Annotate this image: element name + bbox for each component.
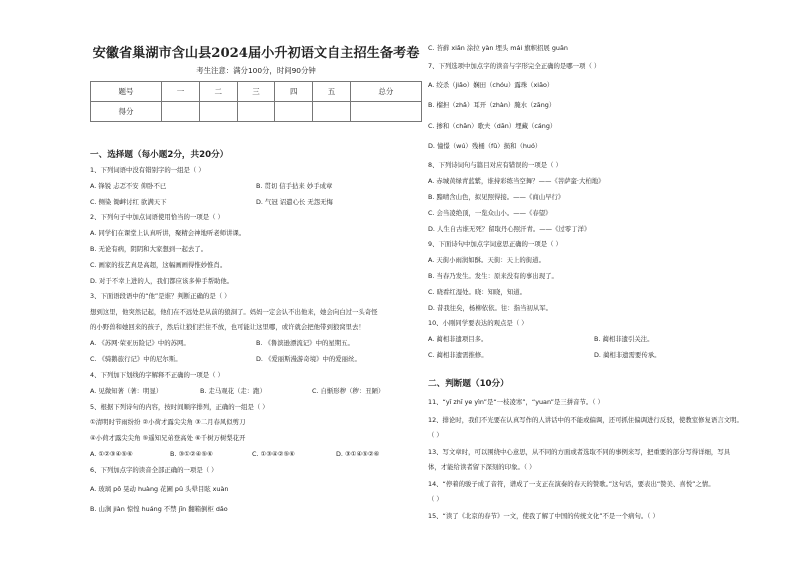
judgement-question: 12、排论时，我们不光要在认真写作的人讲话中的不能或偏调，还可抓住偏调进行反驳，使教室修复语言文明。	[428, 416, 743, 424]
question-stem: 6、下列加点字的读音全部正确的一项是（ ）	[90, 466, 218, 474]
score-table	[90, 81, 422, 122]
score-table-header-row	[91, 82, 422, 102]
question-stem: 7、下列选项中加点字的读音与字形完全正确的是哪一项（ ）	[428, 62, 601, 70]
option-d: D. 昔我往矣，杨柳依依。往：指当初从军。	[428, 304, 553, 312]
option-d: D. ③①④⑤②⑥	[336, 450, 380, 458]
option-c: C. ①③④②⑤⑥	[252, 450, 295, 458]
score-cell: 五	[313, 82, 351, 102]
option-a: A. 同学们在课堂上认真听讲，聚精会神地听老师讲课。	[90, 229, 246, 237]
option-d: D. 人生自古谁无死？留取丹心照汗青。——《过零丁洋》	[428, 225, 591, 233]
score-input-cell[interactable]	[162, 102, 200, 122]
option-a: A. 赤城黄绿青蓝紫，谁持彩练当空舞？——《菩萨蛮·大柏地》	[428, 177, 605, 185]
option-b: B. 黯晴含山色，拟见照得接。——《商山早行》	[428, 193, 565, 201]
section-heading: 一、选择题（每小题2分，共20分）	[90, 150, 229, 160]
judgement-question: 15、“读了《北京的春节》一文，使我了解了中国的传统文化”不是一个病句。（ ）	[428, 512, 659, 520]
score-input-cell[interactable]	[313, 102, 351, 122]
question-stem: 1、下列词语中没有错别字的一组是（ ）	[90, 166, 205, 174]
question-stem: 4、下列加下划线的字解释不正确的一项是（ ）	[90, 371, 224, 379]
question-stem: 8、下列诗词句与篇目对应有错误的一项是（ ）	[428, 161, 562, 169]
option-c: C. 侧染 锄衅讨红 欲满天下	[90, 198, 167, 206]
score-cell: 二	[199, 82, 237, 102]
score-input-cell[interactable]	[237, 102, 275, 122]
option-a: A. 绞杀（jiǎo）娴田（chóu）露珠（xiāo）	[428, 81, 554, 89]
question-stem: 10、小刚同学要表达的观点是（ ）	[428, 319, 528, 327]
score-cell: 三	[237, 82, 275, 102]
question-stem: 5、根据下列诗句的内容，按时间顺序排列，正确的一组是（ ）	[90, 403, 269, 411]
option-a: A. 蔺相非遗项目多。	[428, 335, 488, 343]
option-b: B. 《鲁滨逊漂流记》中的星期五。	[256, 339, 354, 347]
judgement-question: 13、写文章时，可以围绕中心意思，从不同的方面或者选取不同的事例来写，把重要的部分写得详细，写具	[428, 448, 731, 456]
option-b: B. 榴担（zhǎ）耳开（zhàn）腌水（zāng）	[428, 101, 556, 109]
option-c: C. 画家的技艺真是高超，这幅画画得惟妙惟肖。	[90, 261, 227, 269]
option-b: B. ③①②④⑤⑥	[170, 450, 213, 458]
option-c: C. 掺和（chān）歌夫（dān）埋藏（cáng）	[428, 122, 557, 130]
option-b: B. 当春乃发生。发生：原来没有的事出现了。	[428, 272, 558, 280]
option-b: B. 蔺相非遗引关注。	[594, 335, 654, 343]
score-cell: 题号	[91, 82, 162, 102]
option-a: A. 锋锐 忐忑不安 仰卧不已	[90, 182, 167, 190]
option-d: D. 《爱丽斯漫游奇境》中的爱丽丝。	[256, 355, 361, 363]
option-a: A. 天街小雨润如酥。天街：天上的街道。	[428, 256, 545, 264]
score-table-score-row	[91, 102, 422, 122]
option-a: A. ①②③④⑤⑥	[90, 450, 133, 458]
exam-note: 考生注意：满分100分，时间90分钟	[196, 66, 316, 75]
score-cell: 得分	[91, 102, 162, 122]
option-c: C. 蔺相非遗需推修。	[428, 351, 488, 359]
option-a: A. 玻璃 pō 晃动 huàng 花圃 pǔ 头晕目眩 xuàn	[90, 485, 229, 493]
passage-line: 的小野兽和她回来的孩子，然后让狼们拦住不放，也可能让这里哪，或许就会把他带到狼窝里去！	[90, 323, 365, 331]
score-input-cell[interactable]	[275, 102, 313, 122]
option-c: C. 《骑鹅旅行记》中的尼尔斯。	[90, 355, 182, 363]
option-c: C. 自惭形秽（秽：丑陋）	[312, 387, 385, 395]
option-c: C. 会当凌绝顶，一览众山小。——《春望》	[428, 209, 552, 217]
poem-line: ④小荷才露尖尖角 ⑤遥知兄弟登高处 ⑥千树万树梨花开	[90, 434, 246, 442]
option-b: B. 山涧 jiàn 惊惶 huáng 不禁 jīn 翻箱倒柜 dǎo	[90, 505, 228, 513]
judgement-question: 14、“停着的骏子成了音符，谱成了一支正在演奏的春天的赞歌。”这句话，要表出“赞美、喜悦”之情。	[428, 480, 715, 488]
option-a: A. 《苏网·荣亚历险记》中的苏网。	[90, 339, 190, 347]
option-d: D. 憧憬（wú）残桶（fǔ）损和（huó）	[428, 142, 542, 150]
answer-bracket[interactable]: （ ）	[428, 495, 443, 503]
score-input-cell[interactable]	[350, 102, 421, 122]
question-stem: 9、下面诗句中加点字词意思正确的一项是（ ）	[428, 240, 562, 248]
option-c: C. 苔藓 xiǎn 涂拉 yàn 埋头 mái 旗帜招展 guān	[428, 44, 568, 52]
judgement-question-cont: 体，才能给读者留下深刻的印象。（ ）	[428, 463, 536, 471]
judgement-question: 11、“yī zhī ye yìn”是“一枝凌寒”，“yuan”是三拼音节。（ ）	[428, 398, 604, 406]
poem-line: ①清明时节雨纷纷 ②小荷才露尖尖角 ③二月春风似剪刀	[90, 418, 246, 426]
answer-bracket[interactable]: （ ）	[428, 431, 443, 439]
option-d: D. 气冠 诏遣心长 无怨无悔	[256, 198, 333, 206]
section-heading: 二、判断题（10分）	[428, 379, 509, 389]
question-stem: 3、下面语段语中的“他”是谁？判断正确的是（ ）	[90, 292, 231, 300]
score-cell: 四	[275, 82, 313, 102]
exam-title: 安徽省巢湖市含山县2024届小升初语文自主招生备考卷	[92, 46, 420, 61]
score-cell: 一	[162, 82, 200, 102]
passage-line: 想到这里，他突然记起，他们在不远处是从前的狼洞了。妈妈一定会认不出他来，她会向白过一头奇怪	[90, 308, 378, 316]
score-input-cell[interactable]	[199, 102, 237, 122]
score-cell: 总分	[350, 82, 421, 102]
option-b: B. 贯切 信手拈来 妙手成章	[256, 182, 333, 190]
option-d: D. 蔺相非遗需要传承。	[594, 351, 661, 359]
option-a: A. 见微知著（著：明显）	[90, 387, 163, 395]
question-stem: 2、下列句子中加点词语使用恰当的一项是（ ）	[90, 213, 224, 221]
option-d: D. 对于不幸上进的人，我们都应该多伸手帮助他。	[90, 277, 234, 285]
option-b: B. 走马观花（走：跑）	[200, 387, 266, 395]
option-c: C. 晓看红湿处。晓：知晓，知道。	[428, 288, 526, 296]
option-b: B. 无论有病，阴阴和大家想到一起去了。	[90, 245, 208, 253]
